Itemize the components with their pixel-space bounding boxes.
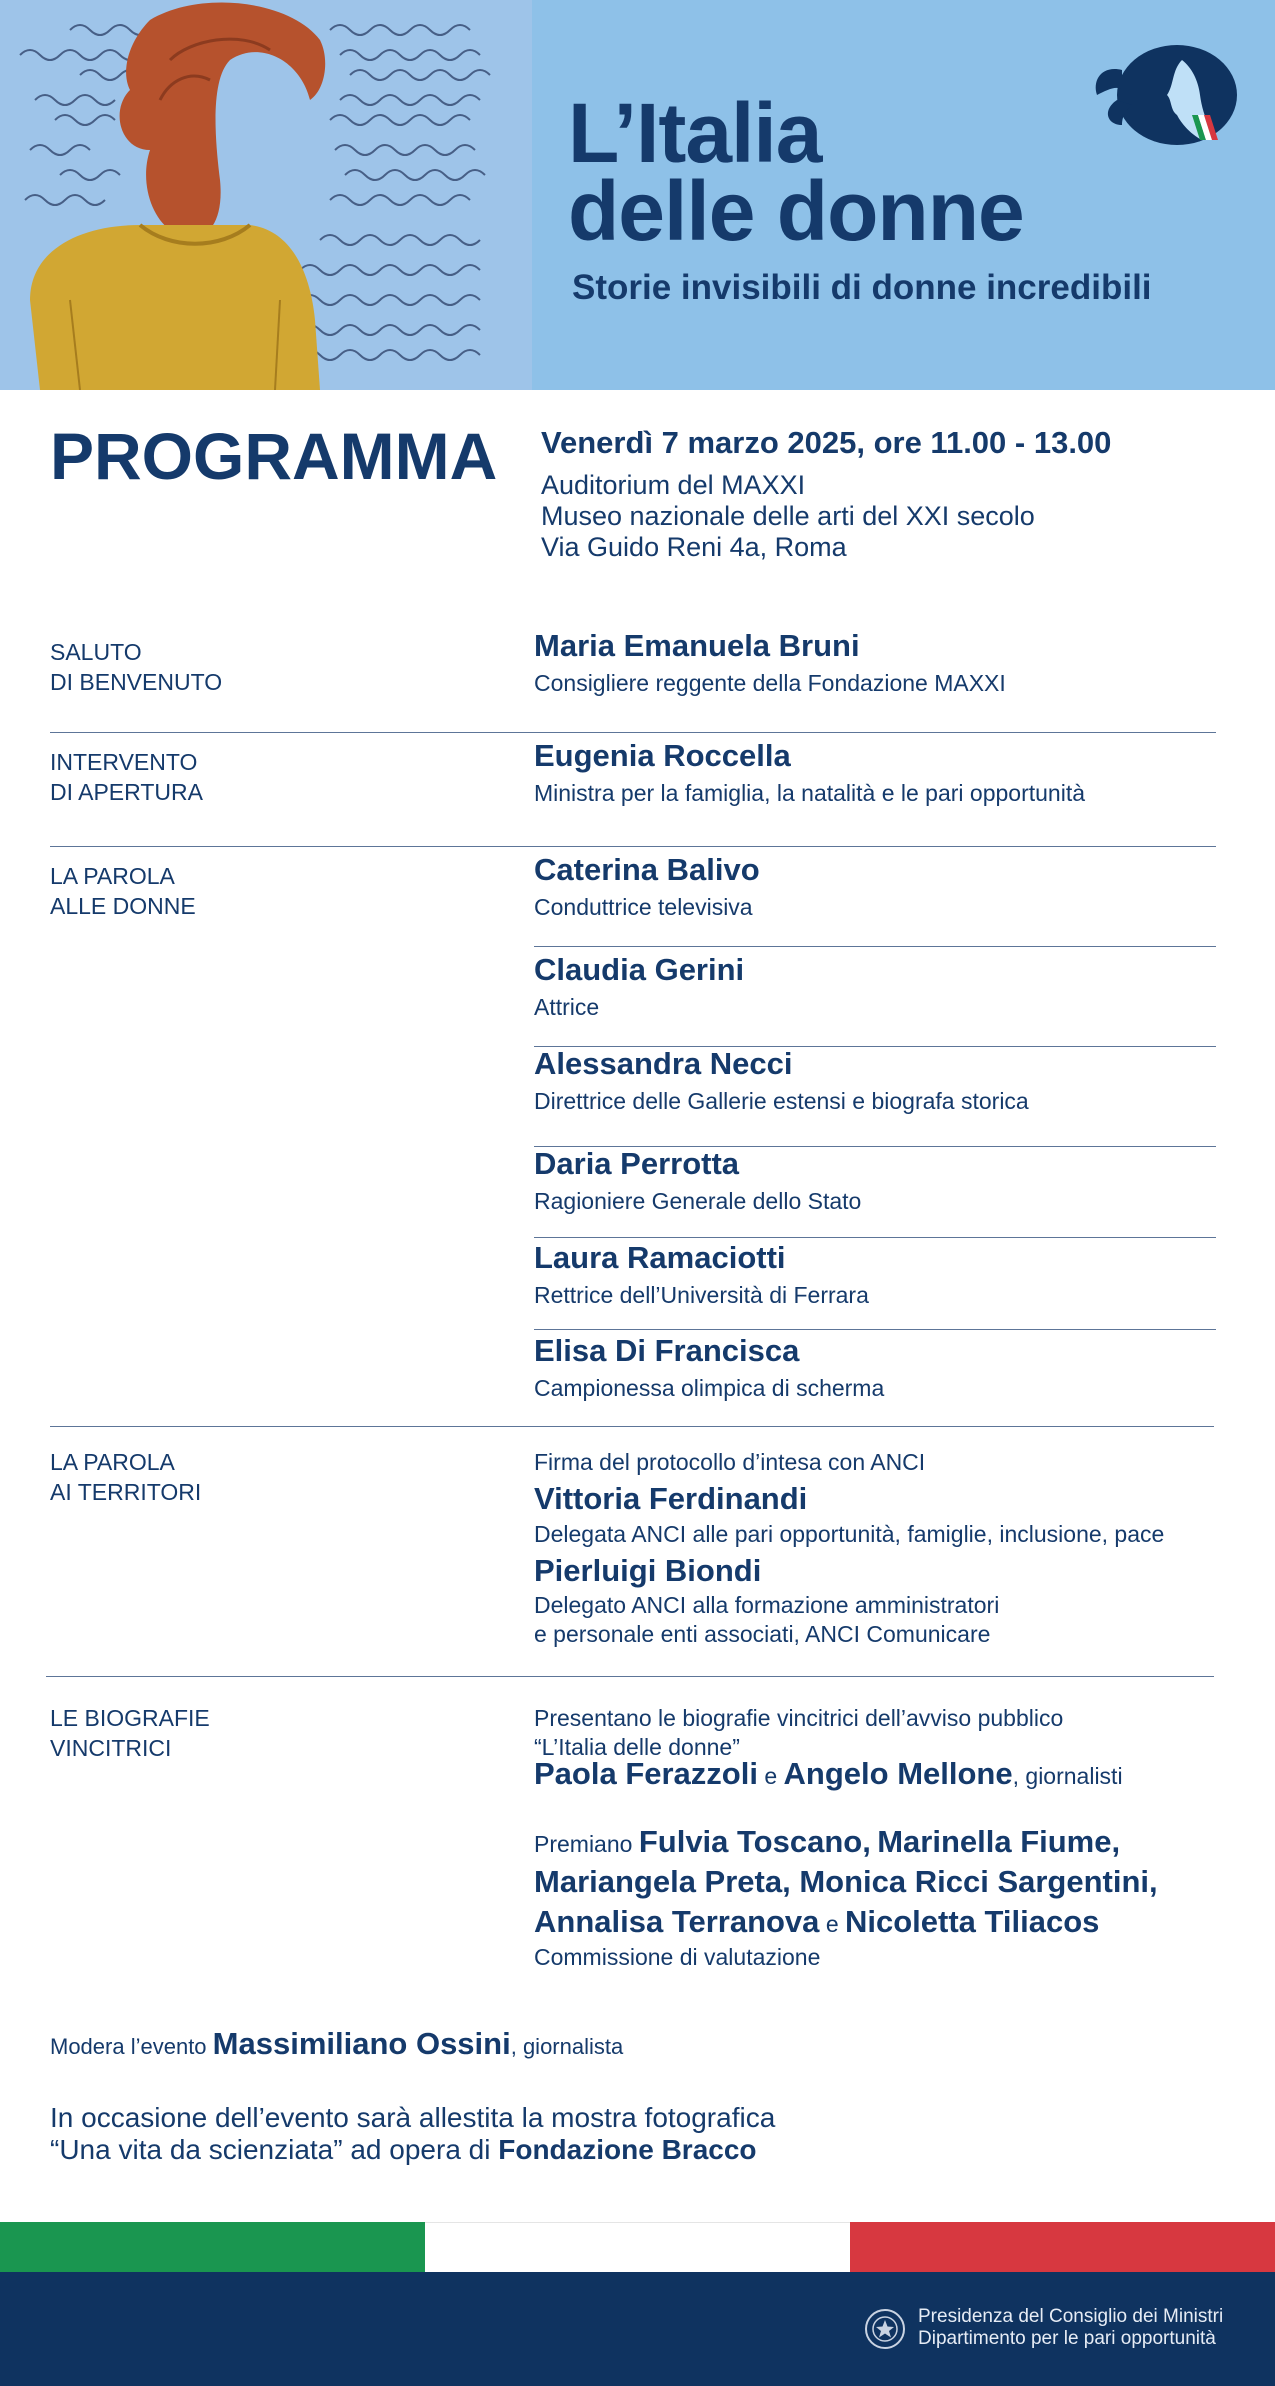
speaker-name: Caterina Balivo (534, 852, 760, 887)
label-line: DI BENVENUTO (50, 669, 223, 695)
speaker-name: Eugenia Roccella (534, 738, 791, 773)
exhibit-note (50, 2102, 775, 2166)
flag-red-stripe (850, 2222, 1275, 2272)
speaker-role: Ragioniere Generale dello Stato (534, 1188, 862, 1214)
presenter-name: Angelo Mellone (783, 1756, 1013, 1791)
speaker-name: Claudia Gerini (534, 952, 745, 987)
award-prefix: Premiano (534, 1831, 633, 1857)
venue-line: Museo nazionale delle arti del XXI secolo (541, 501, 1035, 531)
speaker-name: Vittoria Ferdinandi (534, 1481, 808, 1516)
section-label-territories (50, 1447, 201, 1507)
moderator-prefix: Modera l’evento (50, 2034, 207, 2059)
speaker-divider (534, 1237, 1216, 1238)
speaker-divider (534, 1329, 1216, 1330)
title-line-2: delle donne (568, 164, 1024, 258)
presenter-name: Paola Ferazzoli (534, 1756, 758, 1791)
event-subtitle: Storie invisibili di donne incredibili (572, 268, 1152, 307)
speaker-role: Delegata ANCI alle pari opportunità, famiglie, inclusione, pace (534, 1521, 1165, 1547)
title-line-1: L’Italia (568, 86, 822, 180)
label-line: AI TERRITORI (50, 1479, 202, 1505)
venue-line: Auditorium del MAXXI (541, 470, 806, 500)
exhibit-text: “Una vita da scienziata” ad opera di (50, 2134, 491, 2165)
conjunction: e (764, 1763, 778, 1789)
award-name: Mariangela Preta (534, 1864, 783, 1899)
speaker-name: Maria Emanuela Bruni (534, 628, 860, 663)
committee-label: Commissione di valutazione (534, 1944, 821, 1970)
label-line: INTERVENTO (50, 749, 198, 775)
programme-heading: PROGRAMMA (50, 419, 498, 493)
section-divider (50, 732, 1216, 733)
label-line: LA PAROLA (50, 863, 175, 889)
exhibit-organizer: Fondazione Bracco (498, 2134, 757, 2165)
section-divider (46, 1676, 1214, 1677)
label-line: VINCITRICI (50, 1735, 172, 1761)
speaker-name: Laura Ramaciotti (534, 1240, 786, 1275)
footer-line: Presidenza del Consiglio dei Ministri (918, 2306, 1224, 2327)
award-line (534, 1904, 1099, 1940)
speaker-divider (534, 946, 1216, 947)
footer-institution (918, 2306, 1223, 2350)
woman-illustration (0, 0, 532, 390)
event-date: Venerdì 7 marzo 2025, ore 11.00 - 13.00 (541, 425, 1112, 460)
speaker-name: Daria Perrotta (534, 1146, 740, 1181)
moderator-line (50, 2026, 623, 2062)
header-banner (0, 0, 1275, 390)
award-name: Annalisa Terranova (534, 1904, 820, 1939)
section-divider (50, 1426, 1214, 1427)
speaker-role: Consigliere reggente della Fondazione MAXXI (534, 670, 1006, 696)
flag-green-stripe (0, 2222, 425, 2272)
label-line: DI APERTURA (50, 779, 203, 805)
label-line: SALUTO (50, 639, 142, 665)
presenters-line (534, 1756, 1123, 1792)
award-name: Nicoletta Tiliacos (845, 1904, 1100, 1939)
speaker-role: e personale enti associati, ANCI Comunicare (534, 1621, 991, 1647)
event-title (568, 86, 1024, 258)
section-label-biographies (50, 1703, 210, 1763)
label-line: LA PAROLA (50, 1449, 175, 1475)
section-label-opening (50, 747, 203, 807)
section-label-women (50, 861, 196, 921)
italian-republic-emblem-icon (864, 2308, 906, 2350)
label-line: LE BIOGRAFIE (50, 1705, 210, 1731)
woman-profile-logo-icon (1082, 40, 1242, 160)
speaker-name: Elisa Di Francisca (534, 1333, 800, 1368)
speaker-role: Campionessa olimpica di scherma (534, 1375, 885, 1401)
award-line: Premiano Fulvia Toscano, Marinella Fiume, (534, 1824, 1121, 1859)
exhibit-line (50, 2134, 775, 2166)
presenter-role: , giornalisti (1012, 1763, 1123, 1789)
award-name: Fulvia Toscano (638, 1824, 863, 1859)
section-intro: “L’Italia delle donne” (534, 1734, 740, 1760)
venue-line: Via Guido Reni 4a, Roma (541, 532, 847, 562)
label-line: ALLE DONNE (50, 893, 196, 919)
conjunction: e (825, 1911, 839, 1937)
section-intro: Firma del protocollo d’intesa con ANCI (534, 1449, 926, 1475)
flag-white-stripe (425, 2222, 850, 2272)
moderator-suffix: , giornalista (510, 2034, 624, 2059)
speaker-role: Conduttrice televisiva (534, 894, 753, 920)
speaker-role: Direttrice delle Gallerie estensi e biografa storica (534, 1088, 1029, 1114)
speaker-role: Ministra per la famiglia, la natalità e le pari opportunità (534, 780, 1086, 806)
section-label-welcome (50, 637, 222, 697)
award-line: Mariangela Preta, Monica Ricci Sargentini, (534, 1864, 1158, 1899)
award-name: Marinella Fiume (877, 1824, 1112, 1859)
exhibit-line: In occasione dell’evento sarà allestita la mostra fotografica (50, 2102, 776, 2133)
section-intro: Presentano le biografie vincitrici dell’avviso pubblico (534, 1705, 1064, 1731)
section-divider (50, 846, 1216, 847)
event-venue (541, 470, 1035, 563)
speaker-role: Attrice (534, 994, 600, 1020)
speaker-name: Pierluigi Biondi (534, 1553, 762, 1588)
speaker-name: Alessandra Necci (534, 1046, 793, 1081)
footer-line: Dipartimento per le pari opportunità (918, 2328, 1216, 2349)
moderator-name: Massimiliano Ossini (212, 2026, 511, 2061)
speaker-role: Delegato ANCI alla formazione amministratori (534, 1592, 1000, 1618)
speaker-role: Rettrice dell’Università di Ferrara (534, 1282, 869, 1308)
award-name: Monica Ricci Sargentini (799, 1864, 1150, 1899)
